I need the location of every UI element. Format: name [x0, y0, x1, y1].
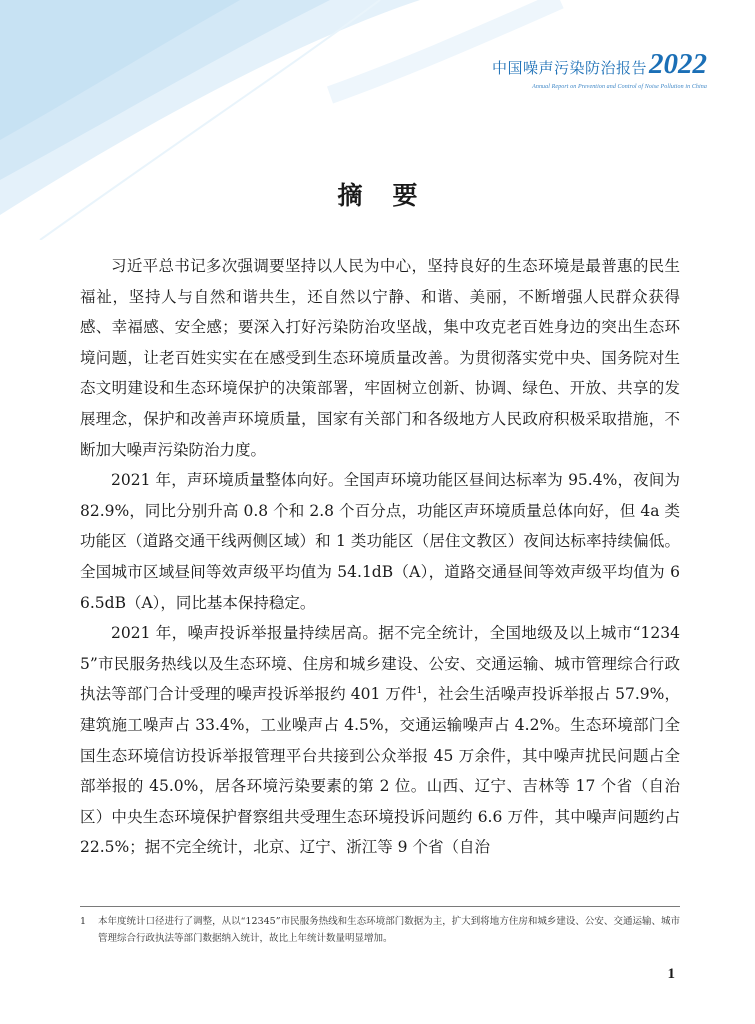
paragraph-complaints-part1: 2021 年，噪声投诉举报量持续居高。据不完全统计，全国地级及以上城市“12345”市民服务热线以及生态环境、住房和城乡建设、公安、交通运输、城市管理综合行政执法等部门合计受理的噪声投诉举报约 401 万件 — [80, 624, 680, 704]
footnote — [80, 913, 680, 947]
paragraph-intro: 习近平总书记多次强调要坚持以人民为中心，坚持良好的生态环境是最普惠的民生福祉，坚持人与自然和谐共生，还自然以宁静、和谐、美丽，不断增强人民群众获得感、幸福感、安全感；要深入打好污染防治攻坚战，集中攻克老百姓身边的突出生态环境问题，让老百姓实实在在感受到生态环境质量改善。为贯彻落实党中央、国务院对生态文明建设和生态环境保护的决策部署，牢固树立创新、协调、绿色、开放、共享的发展理念，保护和改善声环境质量，国家有关部门和各级地方人民政府积极采取措施，不断加大噪声污染防治力度。 — [80, 257, 680, 459]
paragraph-complaints — [80, 618, 680, 863]
page-number: 1 — [667, 966, 675, 982]
report-year: 2022 — [649, 48, 707, 80]
report-header — [492, 50, 707, 79]
footnote-text: 本年度统计口径进行了调整，从以“12345”市民服务热线和生态环境部门数据为主，扩大到将地方住房和城乡建设、公安、交通运输、城市管理综合行政执法等部门数据纳入统计，故比上年统计数量明显增加。 — [98, 916, 680, 944]
paragraph-noise-quality: 2021 年，声环境质量整体向好。全国声环境功能区昼间达标率为 95.4%，夜间为 82.9%，同比分别升高 0.8 个和 2.8 个百分点，功能区声环境质量总体向好，但 4a 类功能区（道路交通干线两侧区域）和 1 类功能区（居住文教区）夜间达标率持续偏低。全国城市区域昼间等效声级平均值为 54.1dB（A），道路交通昼间等效声级平均值为 66.5dB（A），同比基本保持稳定。 — [80, 471, 680, 612]
body-text — [80, 251, 680, 863]
page-title: 摘要 — [337, 181, 448, 210]
footnote-reference[interactable]: 1 — [416, 686, 423, 697]
footnote-divider — [80, 906, 680, 907]
report-title-cn: 中国噪声污染防治报告 — [491, 59, 647, 77]
footnote-marker: 1 — [80, 916, 87, 927]
paragraph-complaints-part2: ，社会生活噪声投诉举报占 57.9%，建筑施工噪声占 33.4%，工业噪声占 4.5%，交通运输噪声占 4.2%。生态环境部门全国生态环境信访投诉举报管理平台共接到公众举报 45 万余件，其中噪声扰民问题占全部举报的 45.0%，居各环境污染要素的第 2 位。山西、辽宁、吉林等 17 个省（自治区）中央生态环境保护督察组共受理生态环境投诉问题约 6.6 万件，其中噪声问题约占 22.5%；据不完全统计，北京、辽宁、浙江等 9 个省（自治 — [80, 685, 680, 857]
report-title-en: Annual Report on Prevention and Control of Noise Pollution in China — [532, 84, 707, 90]
